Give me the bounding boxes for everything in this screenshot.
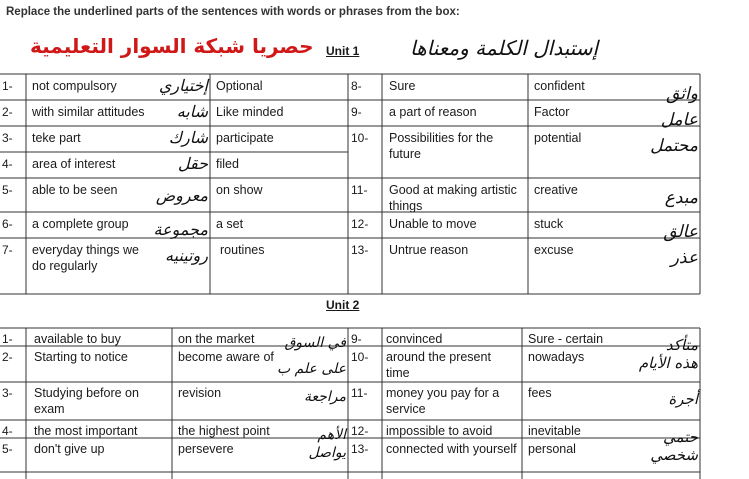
handwritten-note: شخصي — [650, 446, 698, 464]
prompt-phrase: Studying before on exam — [34, 386, 139, 416]
handwritten-note: عالق — [663, 222, 698, 242]
handwritten-note: عذر — [670, 248, 698, 268]
handwritten-note: هذه الأيام — [638, 354, 698, 372]
prompt-phrase: Possibilities for the future — [389, 131, 494, 161]
handwritten-note: الأهم — [317, 427, 346, 443]
row-number: 2- — [2, 350, 13, 364]
prompt-phrase: connected with yourself — [386, 442, 517, 456]
answer-word: personal — [528, 442, 576, 456]
answer-word: creative — [534, 183, 578, 197]
handwritten-note: حقل — [177, 154, 208, 173]
row-number: 13- — [351, 442, 369, 456]
handwritten-note: مراجعة — [303, 389, 346, 405]
row-number: 11- — [351, 386, 368, 400]
handwritten-note: واثق — [666, 84, 698, 104]
arabic-watermark-title: حصريا شبكة السوار التعليمية — [30, 34, 314, 58]
row-number: 13- — [351, 243, 369, 257]
answer-word: the highest point — [178, 424, 270, 438]
unit2-title: Unit 2 — [326, 298, 360, 312]
prompt-phrase: available to buy — [34, 332, 121, 346]
handwritten-note: محتمل — [650, 136, 698, 156]
prompt-phrase: able to be seen — [32, 183, 118, 197]
answer-word: routines — [220, 243, 265, 257]
answer-word: stuck — [534, 217, 564, 231]
row-number: 5- — [2, 183, 13, 197]
row-number: 2- — [2, 105, 13, 119]
row-number: 10- — [351, 131, 369, 145]
answer-word: filed — [216, 157, 239, 171]
row-number: 11- — [351, 183, 368, 197]
prompt-phrase: teke part — [32, 131, 81, 145]
answer-word: become aware of — [178, 350, 274, 364]
answer-word: Optional — [216, 79, 263, 93]
answer-word: Sure - certain — [528, 332, 604, 346]
handwritten-note: على علم ب — [276, 361, 346, 377]
prompt-phrase: everyday things we do regularly — [32, 243, 140, 273]
answer-word: on the market — [178, 332, 255, 346]
answer-word: participate — [216, 131, 274, 145]
prompt-phrase: area of interest — [32, 157, 116, 171]
prompt-phrase: a complete group — [32, 217, 129, 231]
row-number: 10- — [351, 350, 369, 364]
answer-word: a set — [216, 217, 244, 231]
answer-word: confident — [534, 79, 585, 93]
handwritten-note: مبدع — [664, 188, 698, 208]
handwritten-note: إختياري — [158, 76, 208, 95]
prompt-phrase: convinced — [386, 332, 443, 346]
row-number: 1- — [2, 332, 13, 346]
row-number: 9- — [351, 105, 362, 119]
instruction-text: Replace the underlined parts of the sentences with words or phrases from the box: — [6, 6, 460, 18]
row-number: 1- — [2, 79, 13, 93]
prompt-phrase: Sure — [389, 79, 416, 93]
prompt-phrase: Good at making artistic things — [389, 183, 517, 213]
row-number: 7- — [2, 243, 13, 257]
row-number: 3- — [2, 131, 13, 145]
row-number: 3- — [2, 386, 13, 400]
prompt-phrase: not compulsory — [32, 79, 117, 93]
handwritten-note: مجموعة — [153, 220, 208, 239]
handwritten-note: يواصل — [308, 445, 346, 461]
prompt-phrase: the most important — [34, 424, 138, 438]
answer-word: potential — [534, 131, 582, 145]
handwritten-note: معروض — [155, 186, 208, 205]
prompt-phrase: impossible to avoid — [386, 424, 493, 438]
answer-word: persevere — [178, 442, 234, 456]
unit1-title: Unit 1 — [326, 44, 360, 58]
prompt-phrase: with similar attitudes — [32, 105, 145, 119]
answer-word: revision — [178, 386, 222, 400]
handwritten-note: عامل — [660, 110, 698, 130]
prompt-phrase: Starting to notice — [34, 350, 128, 364]
answer-word: excuse — [534, 243, 574, 257]
prompt-phrase: don't give up — [34, 442, 105, 456]
handwritten-note: شابه — [176, 102, 208, 121]
handwritten-note: روتينيه — [165, 246, 208, 265]
handwritten-note: في السوق — [284, 335, 346, 351]
answer-word: inevitable — [528, 424, 581, 438]
answer-word: fees — [528, 386, 552, 400]
prompt-phrase: money you pay for a service — [386, 386, 500, 416]
row-number: 12- — [351, 424, 369, 438]
handwritten-note: متأكد — [665, 336, 698, 354]
handwritten-note: أجرة — [668, 390, 698, 408]
row-number: 8- — [351, 79, 362, 93]
answer-word: on show — [216, 183, 263, 197]
row-number: 4- — [2, 157, 13, 171]
row-number: 4- — [2, 424, 13, 438]
handwritten-note: شارك — [168, 128, 208, 147]
prompt-phrase: Unable to move — [389, 217, 477, 231]
answer-word: Factor — [534, 105, 570, 119]
row-number: 5- — [2, 442, 13, 456]
row-number: 12- — [351, 217, 369, 231]
header-handwritten-note: إستبدال الكلمة ومعناها — [410, 36, 599, 60]
handwritten-note: حتمي — [663, 428, 698, 446]
row-number: 6- — [2, 217, 13, 231]
row-number: 9- — [351, 332, 362, 346]
answer-word: Like minded — [216, 105, 284, 119]
prompt-phrase: Untrue reason — [389, 243, 469, 257]
answer-word: nowadays — [528, 350, 585, 364]
prompt-phrase: a part of reason — [389, 105, 477, 119]
prompt-phrase: around the present time — [386, 350, 491, 380]
